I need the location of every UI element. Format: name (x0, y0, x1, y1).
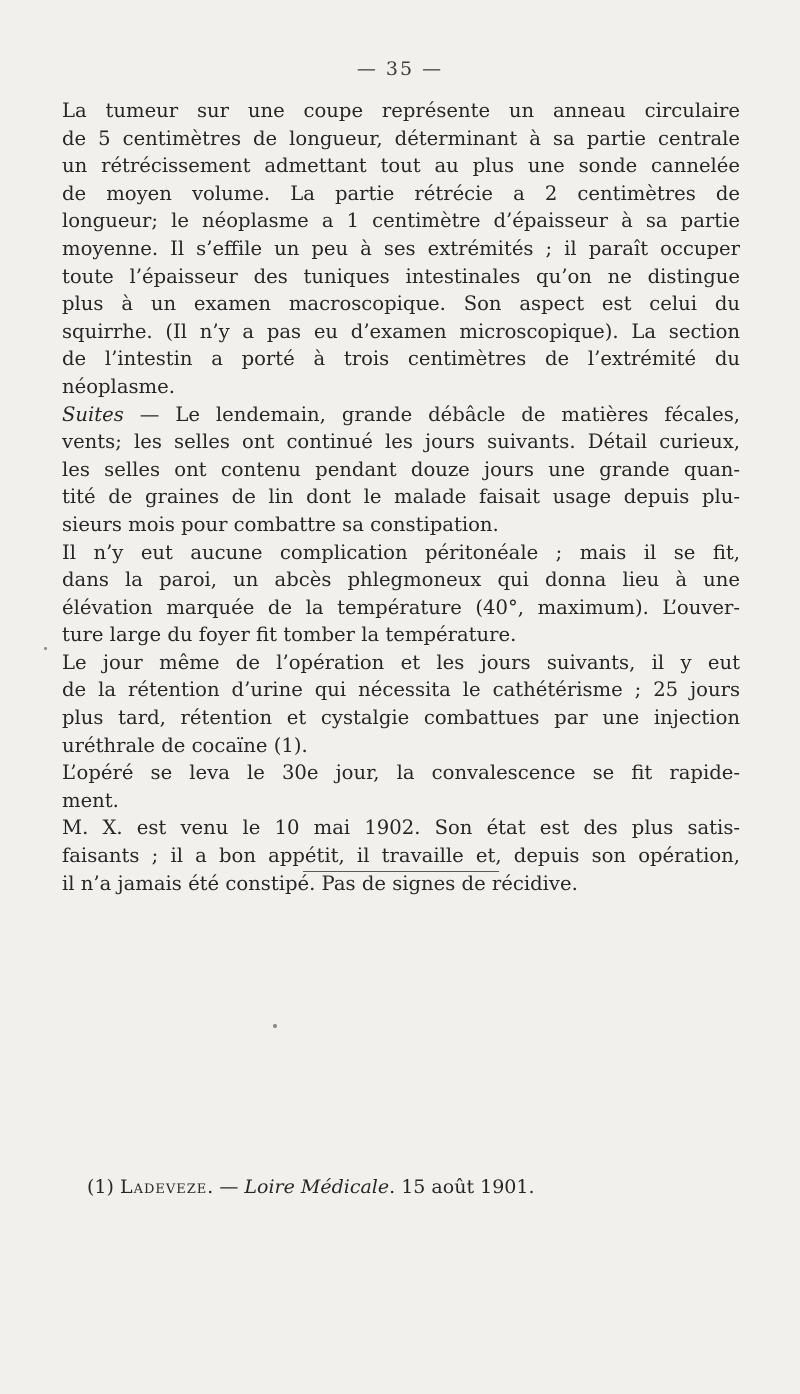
text-line: de 5 centimètres de longueur, déterminant à sa partie centrale (62, 126, 740, 150)
footnote-date: . 15 août 1901. (389, 1176, 535, 1198)
text-fragment: — Le lendemain, grande débâcle de matières fécales, (123, 402, 740, 426)
paragraph-urine-retention (62, 649, 740, 759)
text-line: La tumeur sur une coupe représente un anneau circulaire (62, 99, 740, 122)
section-heading-suites: Suites (62, 402, 124, 426)
text-line: M. X. est venu le 10 mai 1902. Son état est des plus satis- (62, 816, 740, 840)
text-line: il n’a jamais été constipé. Pas de signes de récidive. (62, 871, 578, 895)
text-line: plus tard, rétention et cystalgie combattues par une injection (62, 706, 740, 730)
text-line: L’opéré se leva le 30e jour, la convalescence se fit rapide- (62, 761, 740, 785)
text-line: les selles ont contenu pendant douze jours une grande quan- (62, 457, 740, 481)
text-line: plus à un examen macroscopique. Son aspect est celui du (62, 292, 740, 316)
text-line: de la rétention d’urine qui nécessita le cathétérisme ; 25 jours (62, 678, 740, 702)
text-line: ment. (62, 788, 119, 812)
text-line: Le jour même de l’opération et les jours suivants, il y eut (62, 650, 740, 674)
text-line: uréthrale de cocaïne (1). (62, 733, 308, 757)
text-line: un rétrécissement admettant tout au plus une sonde cannelée (62, 154, 740, 178)
paragraph-tumor-description (62, 97, 740, 401)
text-line: toute l’épaisseur des tuniques intestinales qu’on ne distingue (62, 264, 740, 288)
page-number: — 35 — (356, 58, 444, 80)
paragraph-suites (62, 401, 740, 539)
text-line: élévation marquée de la température (40°, maximum). L’ouver- (62, 595, 740, 619)
footnote-marker: (1) (87, 1176, 120, 1198)
footnote-journal: Loire Médicale (244, 1176, 390, 1198)
text-line: vents; les selles ont continué les jours suivants. Détail curieux, (62, 430, 740, 454)
footnote-separator-rule (303, 871, 499, 872)
text-line: de l’intestin a porté à trois centimètres de l’extrémité du (62, 347, 740, 371)
footnote-author: Ladeveze (119, 1176, 208, 1198)
text-line: sieurs mois pour combattre sa constipation. (62, 512, 499, 536)
text-line: Il n’y eut aucune complication péritonéale ; mais il se fit, (62, 540, 740, 564)
text-line (62, 401, 740, 429)
text-line: squirrhe. (Il n’y a pas eu d’examen microscopique). La section (62, 319, 740, 343)
text-line: tité de graines de lin dont le malade faisait usage depuis plu- (62, 485, 740, 509)
text-line: longueur; le néoplasme a 1 centimètre d’épaisseur à sa partie (62, 209, 740, 233)
paragraph-complication (62, 539, 740, 649)
footnote (87, 1176, 535, 1198)
paragraph-convalescence (62, 759, 740, 814)
print-speck (273, 1024, 277, 1028)
text-line: moyenne. Il s’effile un peu à ses extrémités ; il paraît occuper (62, 236, 740, 260)
text-line: dans la paroi, un abcès phlegmoneux qui donna lieu à une (62, 568, 740, 592)
footnote-separator: . — (207, 1176, 245, 1198)
paragraph-follow-up (62, 814, 740, 897)
text-line: faisants ; il a bon appétit, il travaille et, depuis son opération, (62, 844, 740, 868)
body-text (62, 97, 740, 897)
text-line: ture large du foyer fit tomber la température. (62, 623, 517, 647)
print-speck (44, 647, 47, 650)
text-line: néoplasme. (62, 374, 175, 398)
text-line: de moyen volume. La partie rétrécie a 2 centimètres de (62, 181, 740, 205)
